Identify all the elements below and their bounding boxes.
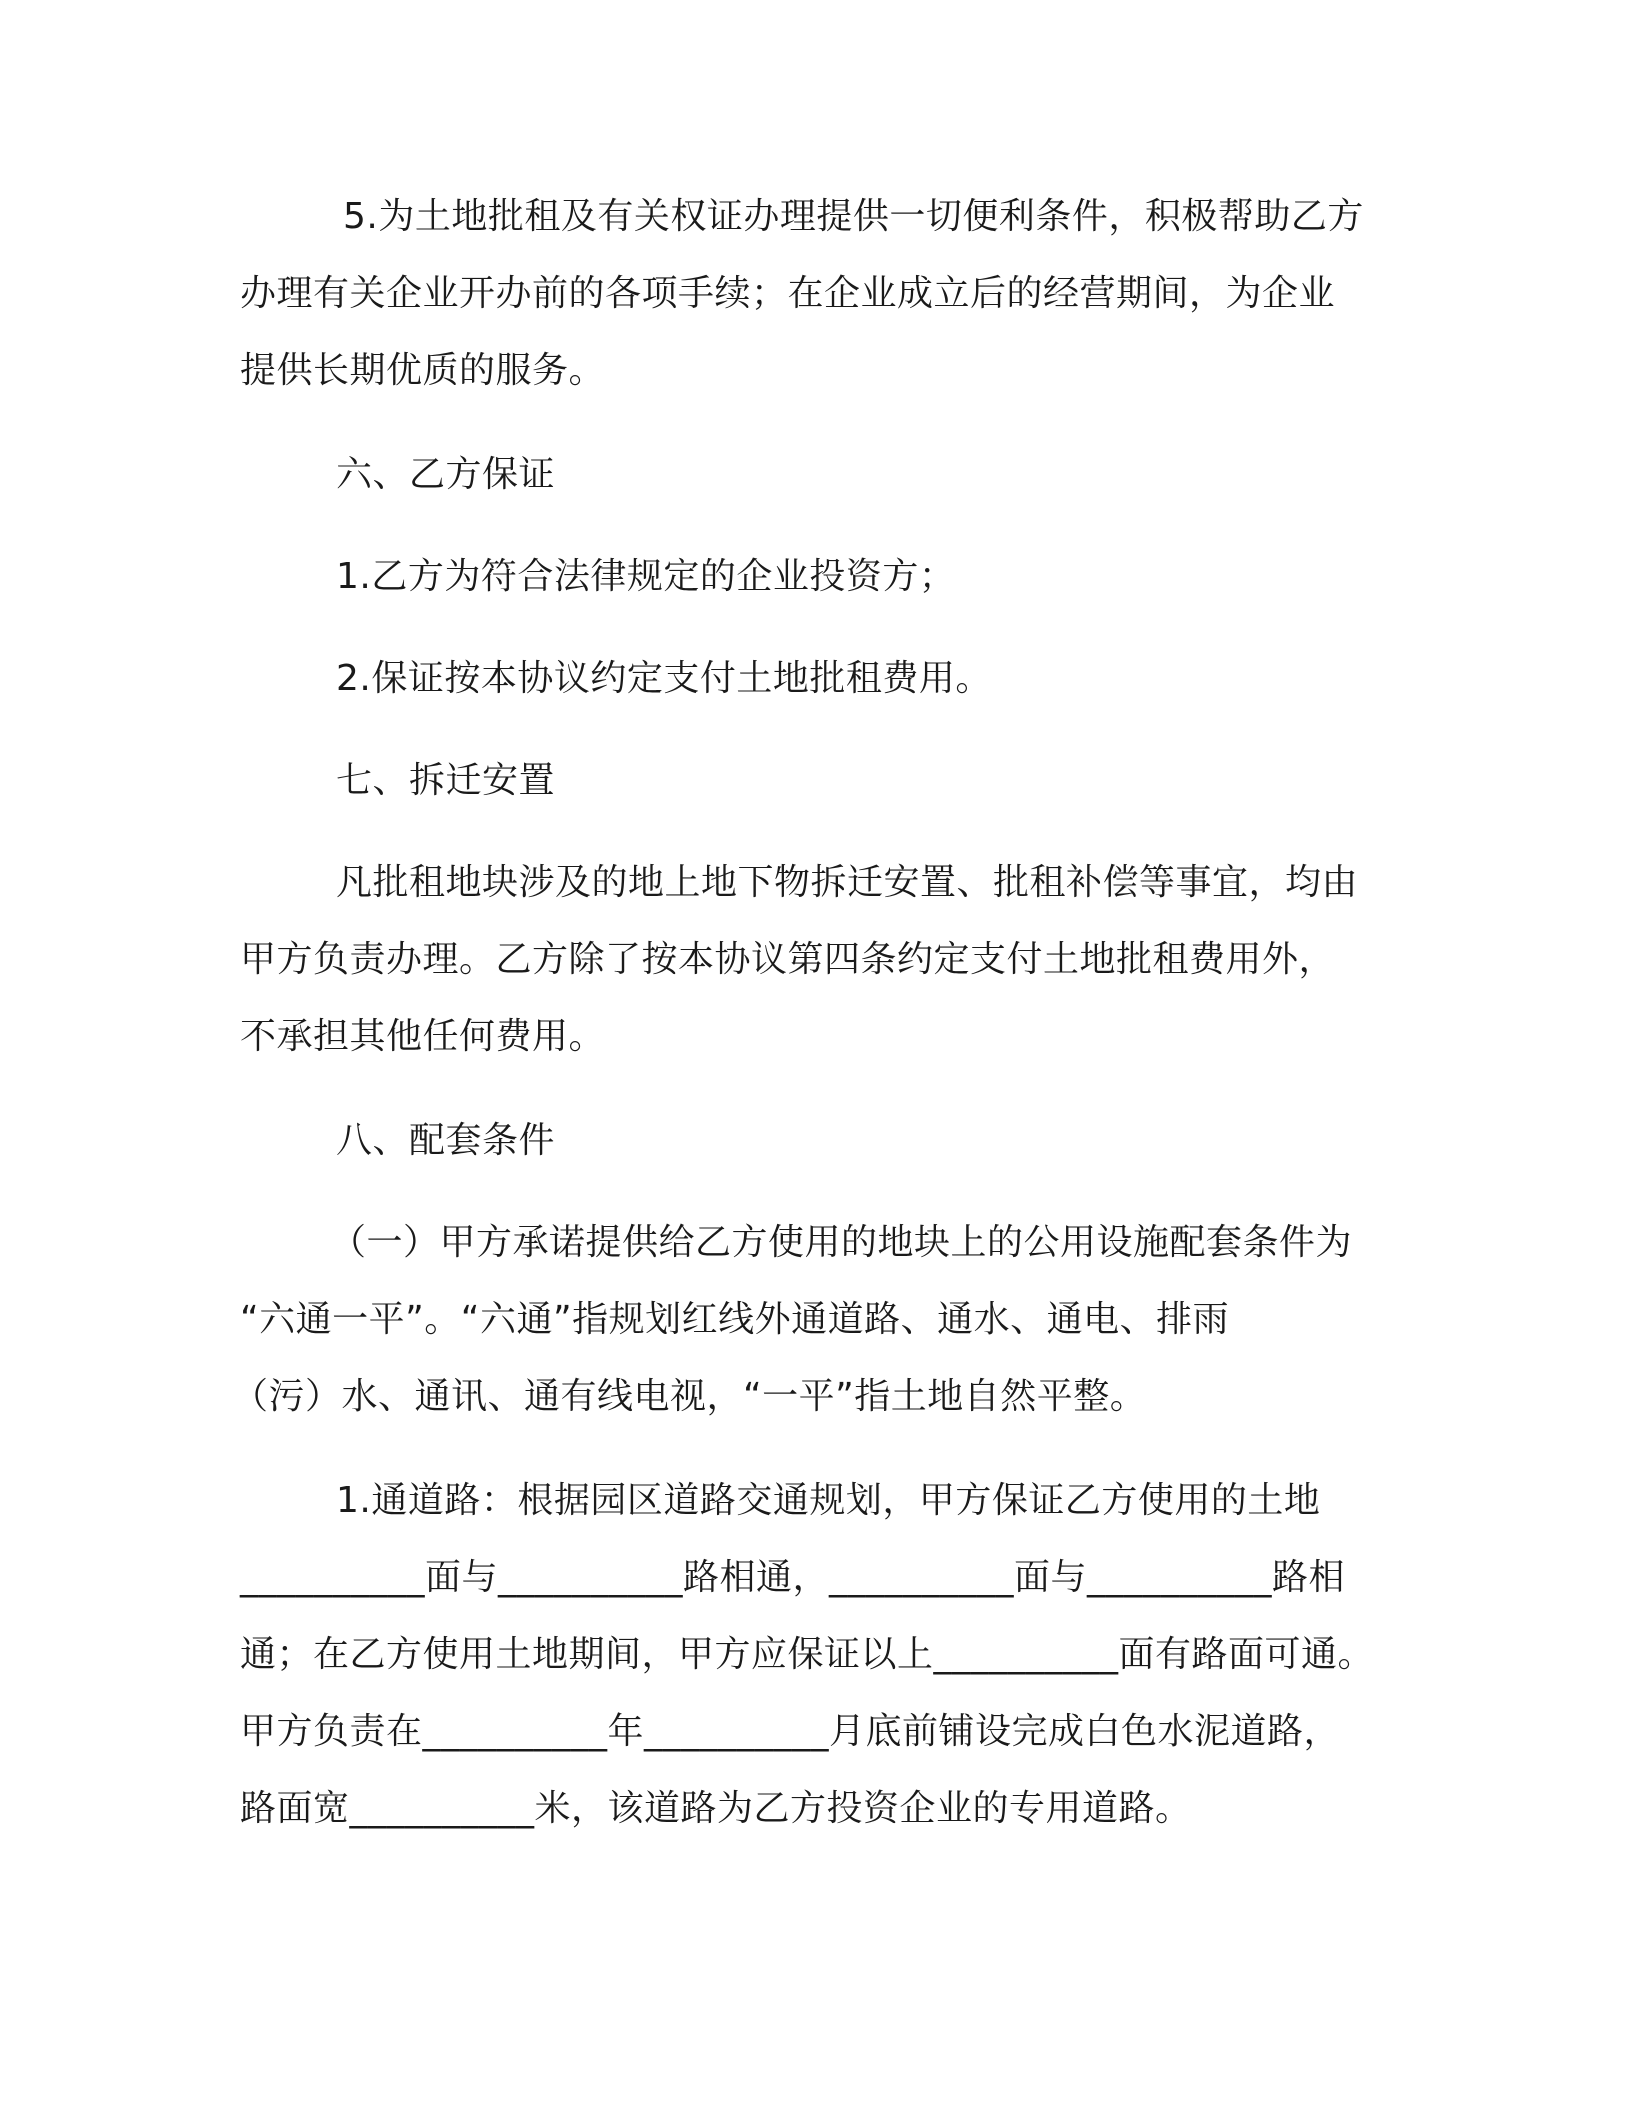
text-line: __________面与__________路相通，__________面与__________路相 (240, 1557, 1346, 1598)
relocation-paragraph (240, 844, 1390, 1075)
text-line: （污）水、通讯、通有线电视，“一平”指土地自然平整。 (232, 1376, 1147, 1417)
section-heading-6 (240, 436, 1390, 513)
heading-text: 七、拆迁安置 (336, 760, 556, 801)
text-line: 甲方负责办理。乙方除了按本协议第四条约定支付土地批租费用外， (240, 939, 1336, 980)
clause-6-1-paragraph (240, 538, 1390, 615)
text-line: 提供长期优质的服务。 (240, 350, 606, 391)
text-line: 路面宽__________米，该道路为乙方投资企业的专用道路。 (240, 1788, 1192, 1829)
supporting-conditions-paragraph (232, 1204, 1390, 1435)
section-heading-7 (240, 742, 1390, 819)
heading-text: 六、乙方保证 (336, 454, 556, 495)
section-heading-8 (240, 1102, 1390, 1179)
text-line: 2.保证按本协议约定支付土地批租费用。 (336, 658, 992, 699)
text-line: 办理有关企业开办前的各项手续；在企业成立后的经营期间，为企业 (240, 273, 1336, 314)
text-line: 通；在乙方使用土地期间，甲方应保证以上__________面有路面可通。 (240, 1634, 1375, 1675)
heading-text: 八、配套条件 (336, 1120, 556, 1161)
text-line: 1.乙方为符合法律规定的企业投资方； (336, 556, 956, 597)
road-access-paragraph (240, 1462, 1390, 1847)
text-line: （一）甲方承诺提供给乙方使用的地块上的公用设施配套条件为 (330, 1222, 1353, 1263)
text-line: “六通一平”。“六通”指规划红线外通道路、通水、通电、排雨 (240, 1299, 1230, 1340)
clause-5-paragraph (240, 178, 1390, 409)
text-line: 不承担其他任何费用。 (240, 1016, 606, 1057)
text-line: 甲方负责在__________年__________月底前铺设完成白色水泥道路， (240, 1711, 1341, 1752)
text-line: 5.为土地批租及有关权证办理提供一切便利条件，积极帮助乙方 (343, 196, 1364, 237)
text-line: 凡批租地块涉及的地上地下物拆迁安置、批租补偿等事宜，均由 (336, 862, 1359, 903)
clause-6-2-paragraph (240, 640, 1390, 717)
text-line: 1.通道路：根据园区道路交通规划，甲方保证乙方使用的土地 (336, 1480, 1321, 1521)
